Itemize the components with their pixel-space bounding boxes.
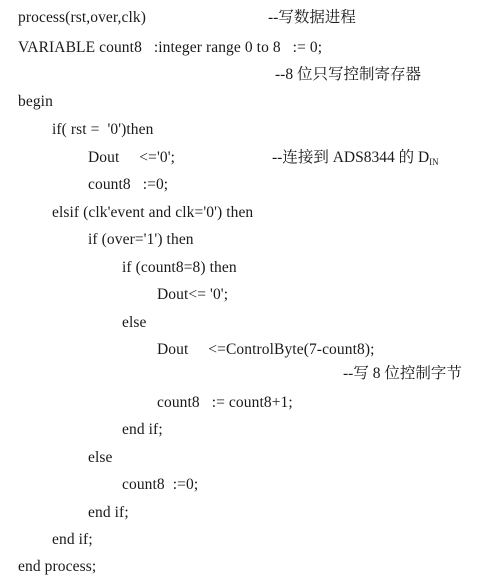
code-line-count8-reset: count8 :=0; <box>88 176 169 193</box>
comment-connect-text: --连接到 ADS8344 的 D <box>272 149 430 166</box>
comment-register: --8 位只写控制寄存器 <box>275 66 421 83</box>
comment-control-byte: --写 8 位控制字节 <box>343 365 462 382</box>
code-line-begin: begin <box>18 93 53 110</box>
comment-write-process: --写数据进程 <box>268 9 356 26</box>
code-line-end-if-inner: end if; <box>122 421 163 438</box>
code-line-variable: VARIABLE count8 :integer range 0 to 8 := 0; <box>18 39 323 56</box>
code-line-dout-reset: Dout <='0'; <box>88 149 175 166</box>
code-line-if-count8: if (count8=8) then <box>122 259 237 276</box>
code-line-if-rst: if( rst = '0')then <box>52 121 154 138</box>
comment-connect-subscript: IN <box>429 157 439 167</box>
code-line-if-over: if (over='1') then <box>88 231 194 248</box>
code-line-end-process: end process; <box>18 558 97 575</box>
code-line-else-outer: else <box>88 449 113 466</box>
code-line-count8-clear: count8 :=0; <box>122 476 199 493</box>
code-line-dout-zero: Dout<= '0'; <box>157 286 229 303</box>
code-line-end-if-over: end if; <box>88 504 129 521</box>
code-line-elsif-clk: elsif (clk'event and clk='0') then <box>52 204 254 221</box>
code-line-end-if-rst: end if; <box>52 531 93 548</box>
code-line-else-inner: else <box>122 314 147 331</box>
code-line-count8-inc: count8 := count8+1; <box>157 394 293 411</box>
code-line-dout-control: Dout <=ControlByte(7-count8); <box>157 341 375 358</box>
code-line-process: process(rst,over,clk) <box>18 9 147 26</box>
comment-connect <box>272 148 439 172</box>
